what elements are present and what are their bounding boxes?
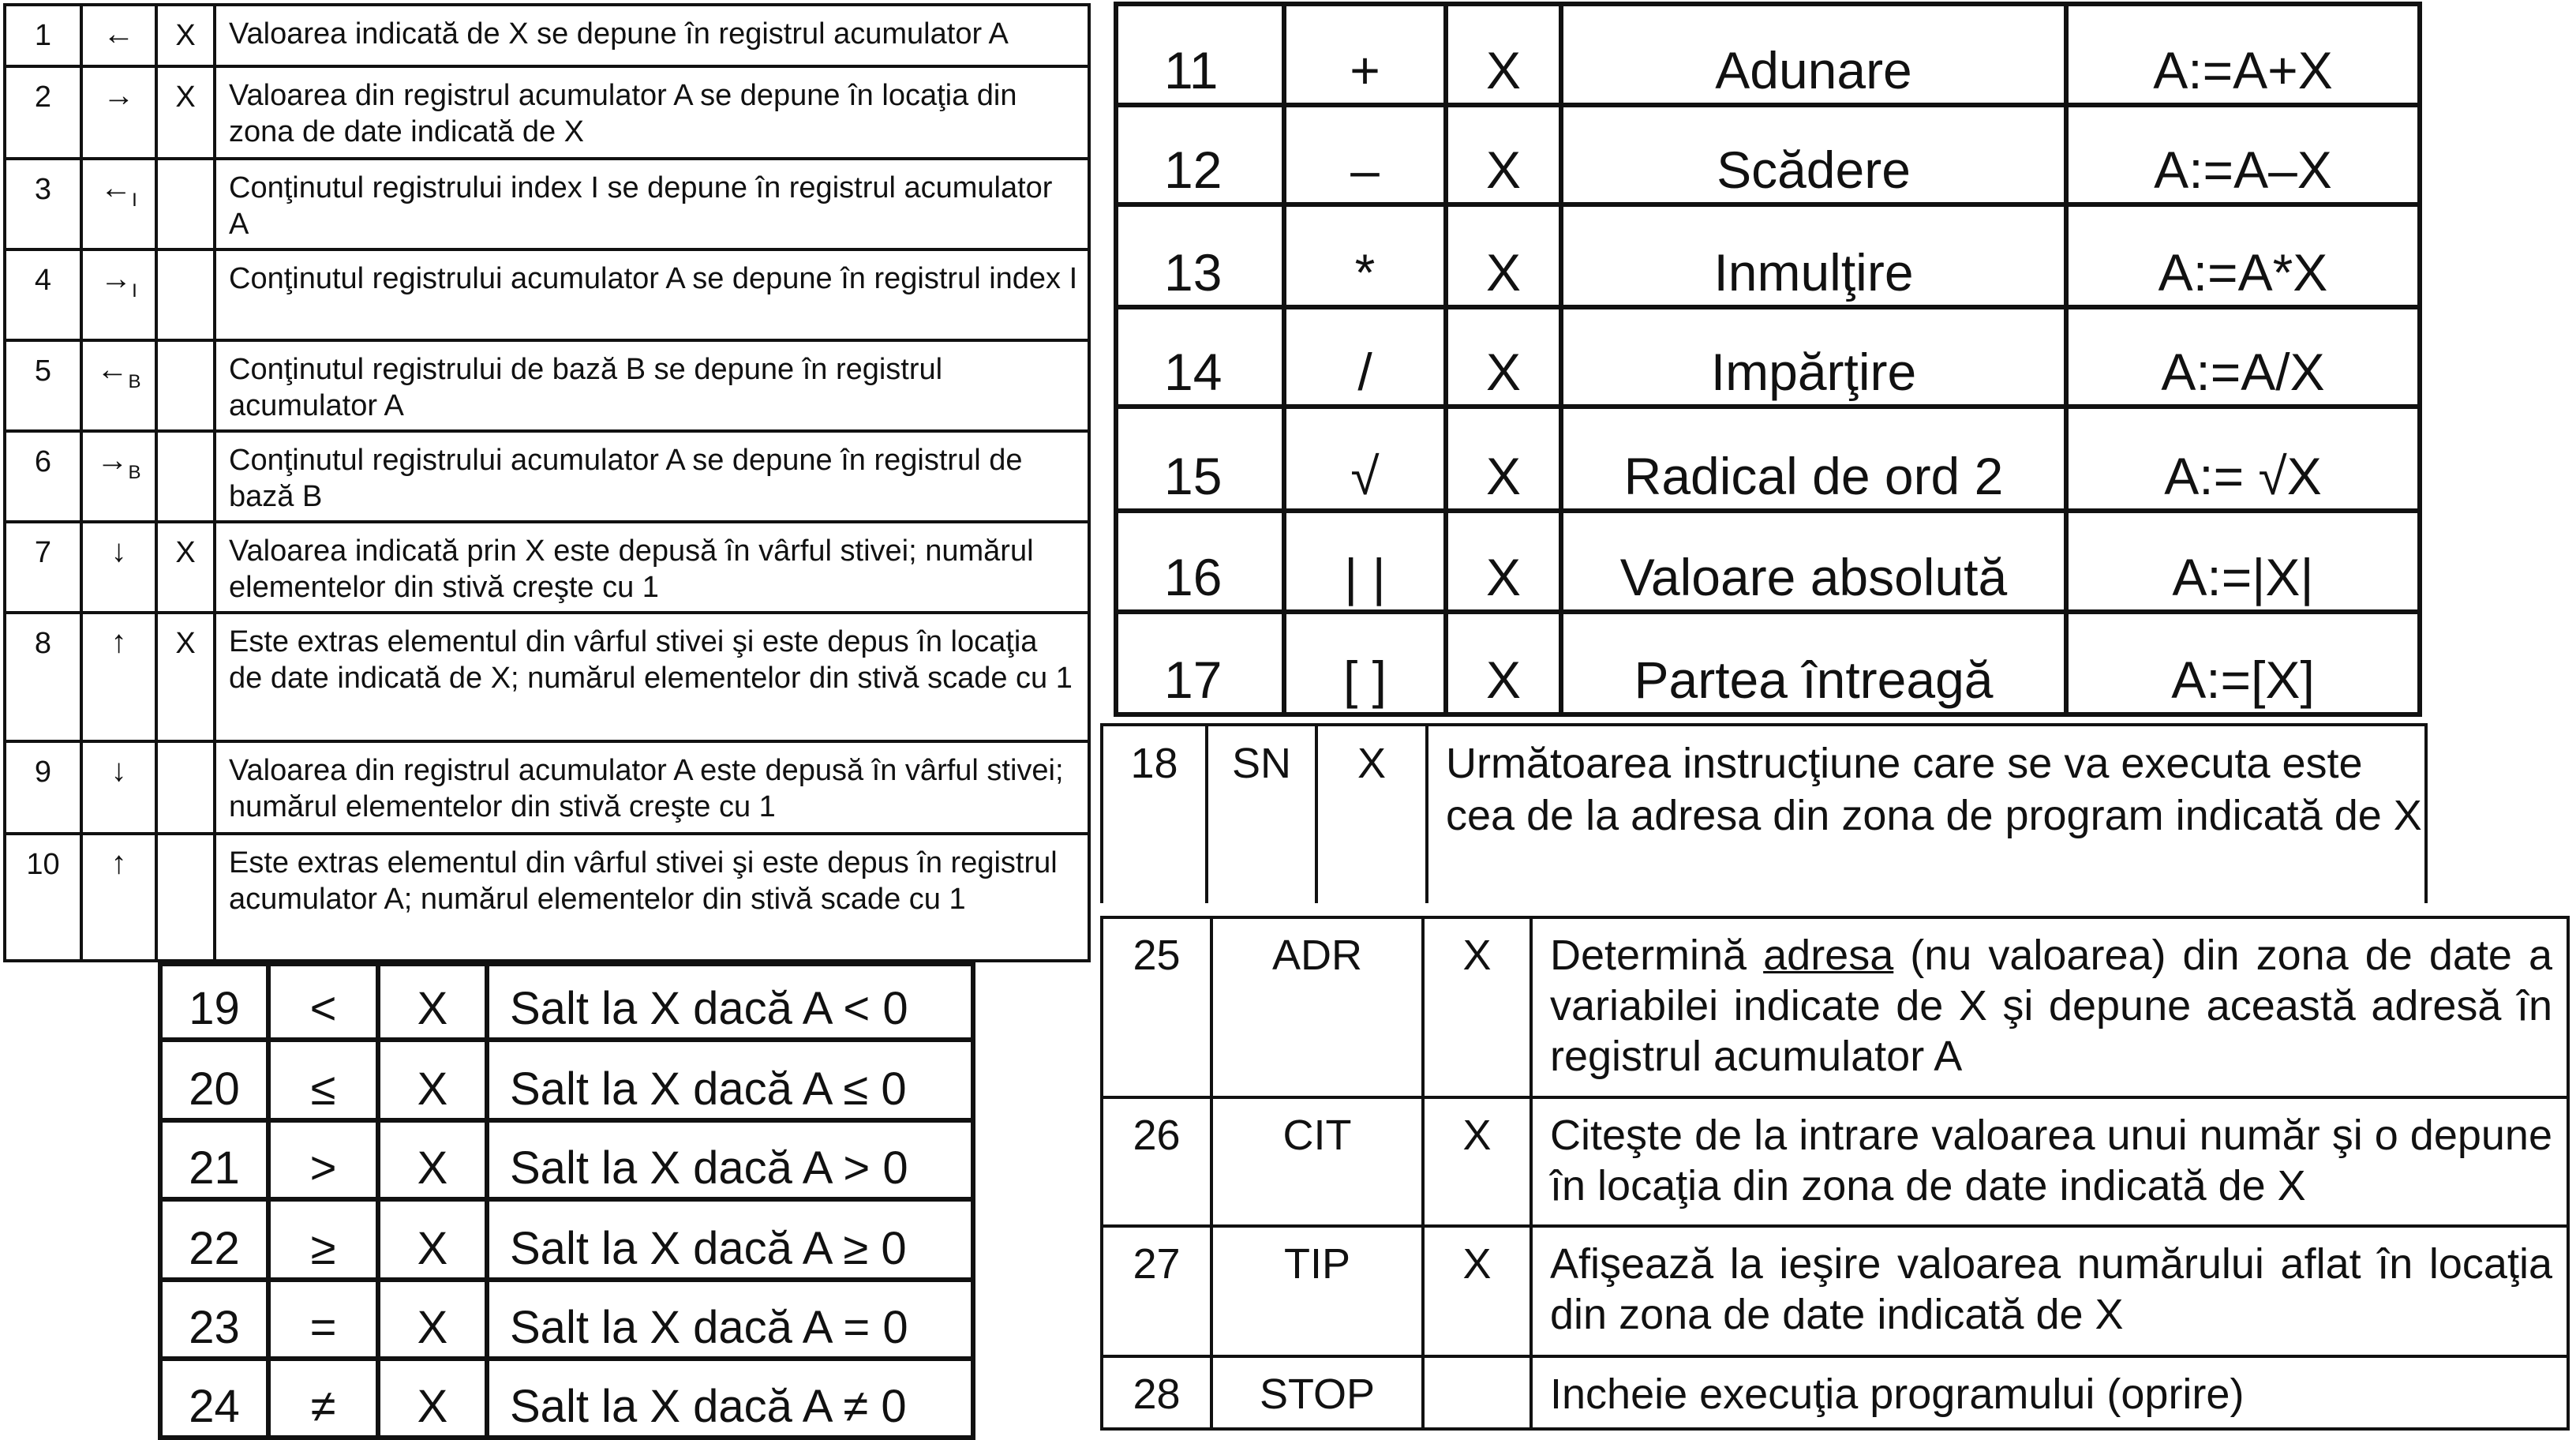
instruction-symbol: →: [81, 66, 156, 159]
table-row: [1102, 1226, 2568, 1356]
table-row: [1116, 204, 2420, 307]
instruction-symbol: $\to_I$: [81, 249, 156, 340]
instruction-number: 12: [1116, 105, 1284, 204]
table-row: [5, 159, 1089, 249]
instruction-number: 7: [5, 522, 81, 613]
instruction-symbol: ←: [81, 5, 156, 66]
instruction-number: 4: [5, 249, 81, 340]
instruction-operand: [156, 249, 215, 340]
instruction-symbol: ≤: [268, 1040, 378, 1120]
operation-formula: A:=[X]: [2066, 612, 2420, 714]
table-row: [1116, 4, 2420, 105]
instruction-operand: X: [378, 964, 487, 1040]
instruction-symbol: $\leftarrow_B$: [81, 340, 156, 431]
instruction-symbol: $\leftarrow_I$: [81, 159, 156, 249]
instruction-number: 18: [1102, 725, 1207, 903]
underlined-term: adresa: [1763, 932, 1894, 979]
instruction-description: Conţinutul registrului acumulator A se depune în registrul index I: [215, 249, 1089, 340]
instruction-operand: [156, 741, 215, 834]
instruction-description: Este extras elementul din vârful stivei şi este depus în locaţia de date indicată de X; numărul elementelor din stivă scade cu 1: [215, 613, 1089, 741]
instruction-symbol: –: [1284, 105, 1446, 204]
instruction-symbol: ↑: [81, 834, 156, 961]
instruction-mnemonic: TIP: [1211, 1226, 1423, 1356]
instruction-operand: X: [378, 1280, 487, 1359]
instruction-operand: X: [1446, 407, 1561, 511]
instruction-symbol: [ ]: [1284, 612, 1446, 714]
instruction-number: 17: [1116, 612, 1284, 714]
io-table: [1100, 916, 2570, 1431]
operation-name: Inmulţire: [1561, 204, 2066, 307]
operation-name: Radical de ord 2: [1561, 407, 2066, 511]
instruction-number: 13: [1116, 204, 1284, 307]
instruction-description: Următoarea instrucţiune care se va executa este cea de la adresa din zona de program indicată de X: [1427, 725, 2426, 903]
instruction-description: Valoarea din registrul acumulator A este depusă în vârful stivei; numărul elementelor din stivă creşte cu 1: [215, 741, 1089, 834]
operation-formula: A:=|X|: [2066, 511, 2420, 612]
table-row: [1116, 511, 2420, 612]
instruction-number: 8: [5, 613, 81, 741]
instruction-number: 19: [160, 964, 268, 1040]
instruction-number: 3: [5, 159, 81, 249]
jump-table: [1100, 723, 2428, 903]
instruction-operand: X: [1446, 105, 1561, 204]
instruction-number: 27: [1102, 1226, 1211, 1356]
instruction-operand: [156, 431, 215, 522]
instruction-number: 21: [160, 1120, 268, 1199]
instruction-symbol: ↓: [81, 741, 156, 834]
instruction-symbol: ↑: [81, 613, 156, 741]
instruction-description: Determină adresa (nu valoarea) din zona de date a variabilei indicate de X şi depune această adresă în registrul acumulator A: [1531, 917, 2568, 1097]
instruction-mnemonic: STOP: [1211, 1356, 1423, 1429]
instruction-number: 25: [1102, 917, 1211, 1097]
operation-formula: A:= √X: [2066, 407, 2420, 511]
instruction-operand: X: [1423, 1097, 1531, 1226]
instruction-operand: X: [378, 1199, 487, 1280]
table-row: [5, 741, 1089, 834]
instruction-description: Salt la X dacă A = 0: [487, 1280, 973, 1359]
table-row: [5, 5, 1089, 66]
table-row: [5, 522, 1089, 613]
instruction-number: 1: [5, 5, 81, 66]
instruction-symbol: ≥: [268, 1199, 378, 1280]
table-row: [160, 1120, 973, 1199]
instruction-number: 26: [1102, 1097, 1211, 1226]
instruction-description: Conţinutul registrului index I se depune în registrul acumulator A: [215, 159, 1089, 249]
operation-name: Partea întreagă: [1561, 612, 2066, 714]
instruction-operand: X: [378, 1359, 487, 1438]
instruction-operand: X: [1446, 511, 1561, 612]
table-row: [160, 1359, 973, 1438]
instruction-operand: X: [1446, 204, 1561, 307]
instruction-operand: X: [378, 1040, 487, 1120]
instruction-number: 10: [5, 834, 81, 961]
instruction-description: Afişează la ieşire valoarea numărului aflat în locaţia din zona de date indicată de X: [1531, 1226, 2568, 1356]
table-row: [160, 1040, 973, 1120]
instruction-operand: [156, 834, 215, 961]
table-row: [160, 964, 973, 1040]
table-row: [5, 249, 1089, 340]
operation-name: Adunare: [1561, 4, 2066, 105]
instruction-symbol: +: [1284, 4, 1446, 105]
instruction-number: 20: [160, 1040, 268, 1120]
instruction-operand: X: [156, 66, 215, 159]
instruction-operand: [156, 159, 215, 249]
operation-name: Impărţire: [1561, 307, 2066, 407]
instruction-symbol: ↓: [81, 522, 156, 613]
instruction-symbol: <: [268, 964, 378, 1040]
instruction-operand: X: [1316, 725, 1427, 903]
table-row: [1102, 1097, 2568, 1226]
table-row: [5, 340, 1089, 431]
instruction-symbol: | |: [1284, 511, 1446, 612]
instruction-mnemonic: ADR: [1211, 917, 1423, 1097]
operation-name: Scădere: [1561, 105, 2066, 204]
instruction-operand: [1423, 1356, 1531, 1429]
operation-formula: A:=A/X: [2066, 307, 2420, 407]
instruction-operand: X: [1446, 4, 1561, 105]
operation-name: Valoare absolută: [1561, 511, 2066, 612]
instruction-description: Este extras elementul din vârful stivei şi este depus în registrul acumulator A; numărul elementelor din stivă scade cu 1: [215, 834, 1089, 961]
instruction-number: 5: [5, 340, 81, 431]
conditional-jump-table: [158, 962, 975, 1440]
instruction-operand: X: [1446, 612, 1561, 714]
operation-formula: A:=A+X: [2066, 4, 2420, 105]
instruction-number: 11: [1116, 4, 1284, 105]
instruction-description: Valoarea indicată prin X este depusă în vârful stivei; numărul elementelor din stivă creşte cu 1: [215, 522, 1089, 613]
instruction-description: Conţinutul registrului acumulator A se depune în registrul de bază B: [215, 431, 1089, 522]
instruction-number: 23: [160, 1280, 268, 1359]
table-row: [5, 613, 1089, 741]
instruction-number: 14: [1116, 307, 1284, 407]
instruction-operand: X: [1423, 1226, 1531, 1356]
instruction-operand: X: [156, 5, 215, 66]
instruction-number: 22: [160, 1199, 268, 1280]
instruction-description: Salt la X dacă A ≥ 0: [487, 1199, 973, 1280]
instruction-symbol: *: [1284, 204, 1446, 307]
instruction-description: Valoarea indicată de X se depune în registrul acumulator A: [215, 5, 1089, 66]
arithmetic-table: [1114, 2, 2422, 717]
table-row: [1116, 612, 2420, 714]
instruction-symbol: ≠: [268, 1359, 378, 1438]
operation-formula: A:=A–X: [2066, 105, 2420, 204]
table-row: [5, 66, 1089, 159]
table-row: [1102, 725, 2426, 903]
instruction-description: Citeşte de la intrare valoarea unui număr şi o depune în locaţia din zona de date indicată de X: [1531, 1097, 2568, 1226]
table-row: [1102, 917, 2568, 1097]
instruction-number: 28: [1102, 1356, 1211, 1429]
table-row: [5, 834, 1089, 961]
table-row: [160, 1199, 973, 1280]
instruction-symbol: $\to_B$: [81, 431, 156, 522]
instruction-description: Valoarea din registrul acumulator A se depune în locaţia din zona de date indicată de X: [215, 66, 1089, 159]
table-row: [5, 431, 1089, 522]
instruction-symbol: =: [268, 1280, 378, 1359]
instruction-number: 24: [160, 1359, 268, 1438]
data-transfer-table: [3, 3, 1091, 962]
table-row: [1116, 307, 2420, 407]
instruction-operand: X: [1423, 917, 1531, 1097]
instruction-number: 2: [5, 66, 81, 159]
instruction-operand: X: [378, 1120, 487, 1199]
instruction-mnemonic: CIT: [1211, 1097, 1423, 1226]
instruction-description: Salt la X dacă A > 0: [487, 1120, 973, 1199]
instruction-number: 9: [5, 741, 81, 834]
instruction-description: Conţinutul registrului de bază B se depune în registrul acumulator A: [215, 340, 1089, 431]
instruction-description: Salt la X dacă A ≤ 0: [487, 1040, 973, 1120]
instruction-number: 16: [1116, 511, 1284, 612]
instruction-operand: [156, 340, 215, 431]
instruction-description: Salt la X dacă A ≠ 0: [487, 1359, 973, 1438]
operation-formula: A:=A*X: [2066, 204, 2420, 307]
table-row: [1116, 105, 2420, 204]
table-row: [1116, 407, 2420, 511]
instruction-symbol: √: [1284, 407, 1446, 511]
instruction-symbol: /: [1284, 307, 1446, 407]
instruction-operand: X: [156, 613, 215, 741]
instruction-operand: X: [1446, 307, 1561, 407]
instruction-number: 15: [1116, 407, 1284, 511]
instruction-number: 6: [5, 431, 81, 522]
instruction-operand: X: [156, 522, 215, 613]
instruction-description: Incheie execuţia programului (oprire): [1531, 1356, 2568, 1429]
instruction-description: Salt la X dacă A < 0: [487, 964, 973, 1040]
instruction-symbol: SN: [1207, 725, 1316, 903]
table-row: [160, 1280, 973, 1359]
table-row: [1102, 1356, 2568, 1429]
instruction-symbol: >: [268, 1120, 378, 1199]
